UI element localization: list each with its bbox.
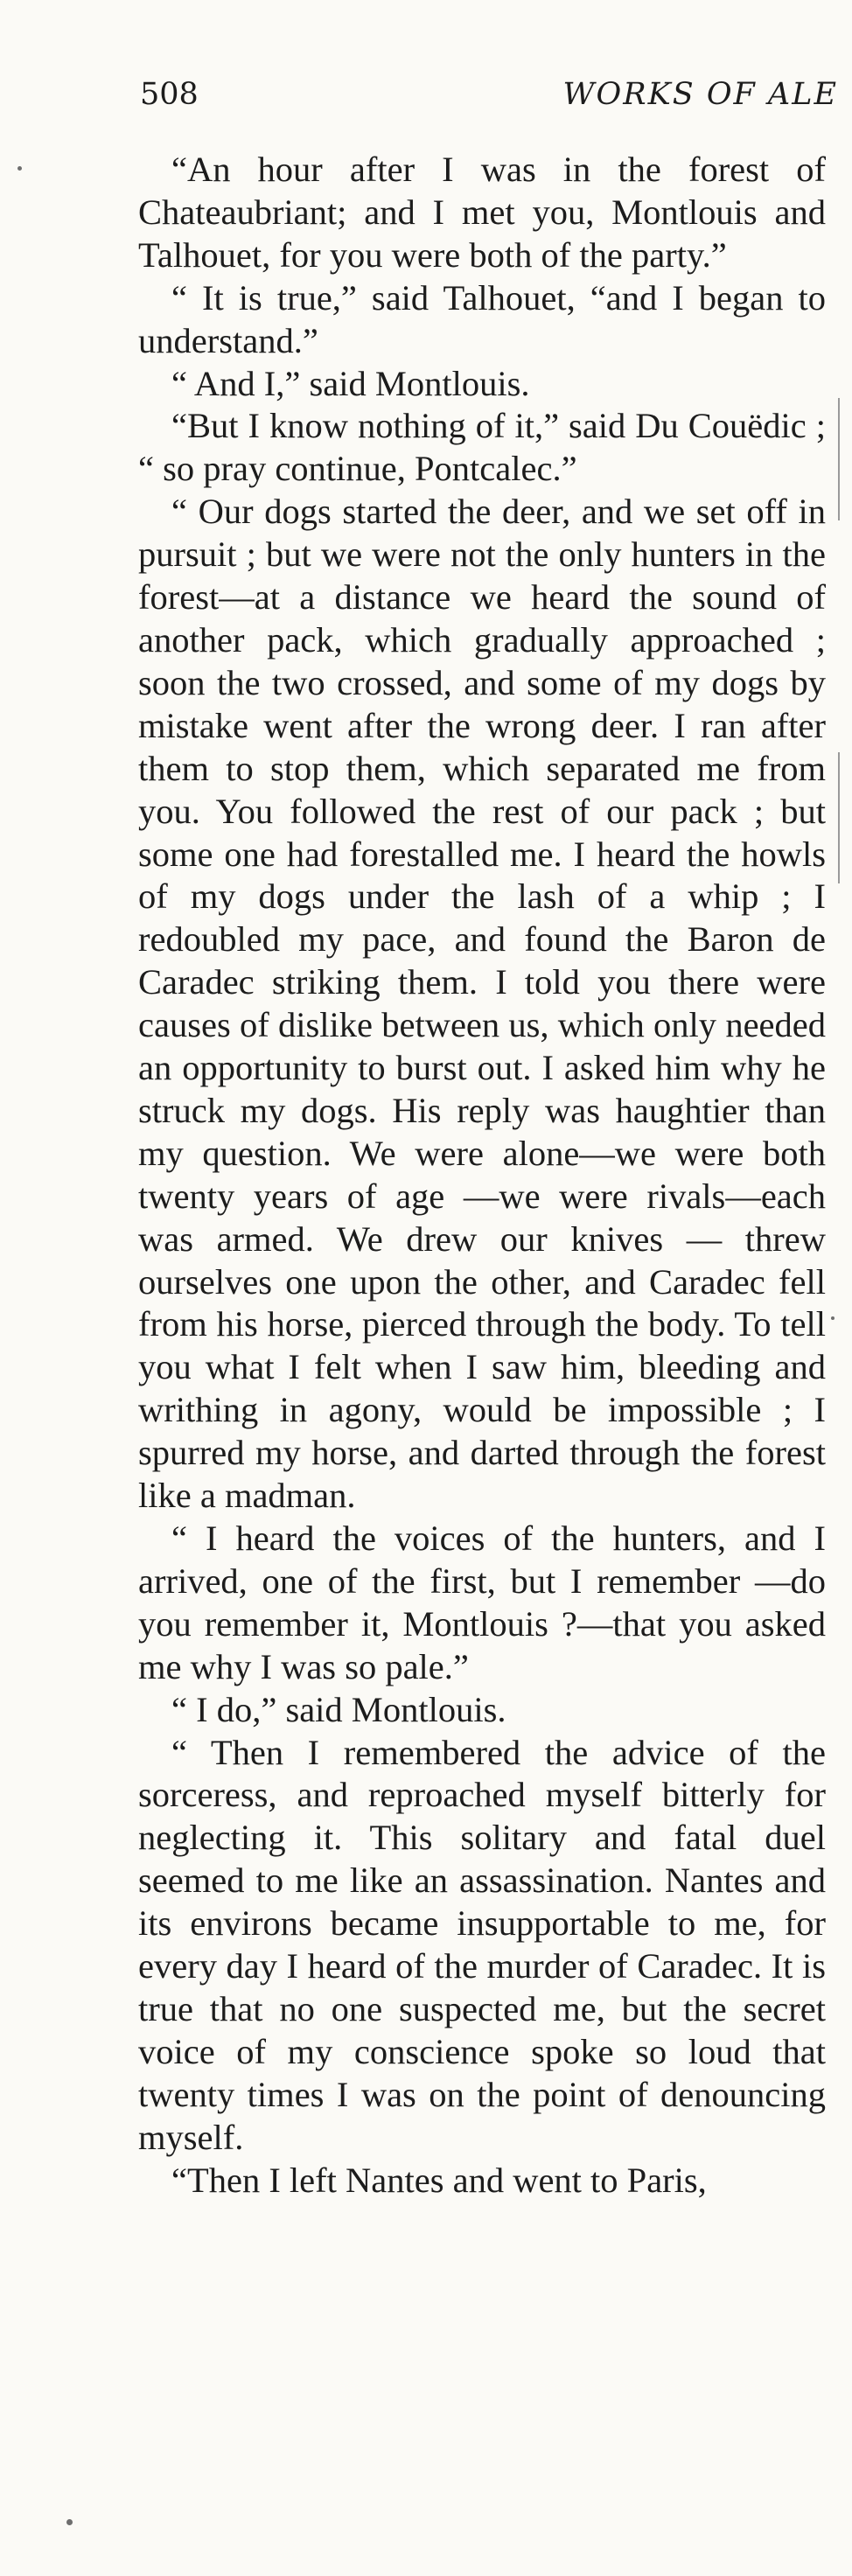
margin-rule: [838, 398, 840, 520]
paragraph: “ I heard the voices of the hunters, and I arrived, one of the first, but I remember —do you remember it, Montlouis ?—that you asked me why I was so pale.”: [138, 1518, 826, 1686]
paragraph: “Then I left Nantes and went to Paris,: [171, 2160, 707, 2200]
paragraph: “ Our dogs started the deer, and we set off in pursuit ; but we were not the only hunters in the forest—at a distance we heard the sound of another pack, which gradually approached ; soon the two crossed, and some of my dogs by mistake went after the wrong deer. I ran after them to stop them, which separated me from you. You followed the rest of our pack ; but some one had forestalled me. I heard the howls of my dogs under the lash of a whip ; I redoubled my pace, and found the Baron de Caradec striking them. I told you there were causes of dislike between us, which only needed an opportunity to burst out. I asked him why he struck my dogs. His reply was haughtier than my question. We were alone—we were both twenty years of age —we were rivals—each was armed. We drew our knives — threw ourselves one upon the other, and Caradec fell from his horse, pierced through the body. To tell you what I felt when I saw him, bleeding and writhing in agony, would be impossible ; I spurred my horse, and darted through the forest like a madman.: [138, 492, 826, 1516]
paragraph: “An hour after I was in the forest of Chateaubriant; and I met you, Montlouis and Talhouet, for you were both of the party.”: [138, 150, 826, 275]
paragraph: “ I do,” said Montlouis.: [171, 1689, 506, 1729]
page-number: 508: [140, 77, 199, 112]
paragraph: “ It is true,” said Talhouet, “and I began to understand.”: [138, 277, 826, 360]
margin-rule: [838, 752, 840, 883]
speck-mark: [66, 2519, 73, 2525]
body-text: [138, 149, 826, 2203]
paragraph: “ Then I remembered the advice of the sorceress, and reproached myself bitterly for neglecting it. This solitary and fatal duel seemed to me like an assassination. Nantes and its environs became insupportable to me, for every day I heard of the murder of Caradec. It is true that no one suspected me, but the secret voice of my conscience spoke so loud that twenty times I was on the point of denouncing myself.: [138, 1732, 826, 2157]
speck-mark: [17, 166, 22, 171]
running-title: WORKS OF ALE: [562, 77, 838, 112]
page-header: [140, 68, 852, 121]
paragraph: “ And I,” said Montlouis.: [171, 363, 530, 403]
speck-mark: [831, 1316, 835, 1320]
paragraph: “But I know nothing of it,” said Du Couëdic ; “ so pray continue, Pontcalec.”: [138, 406, 826, 489]
